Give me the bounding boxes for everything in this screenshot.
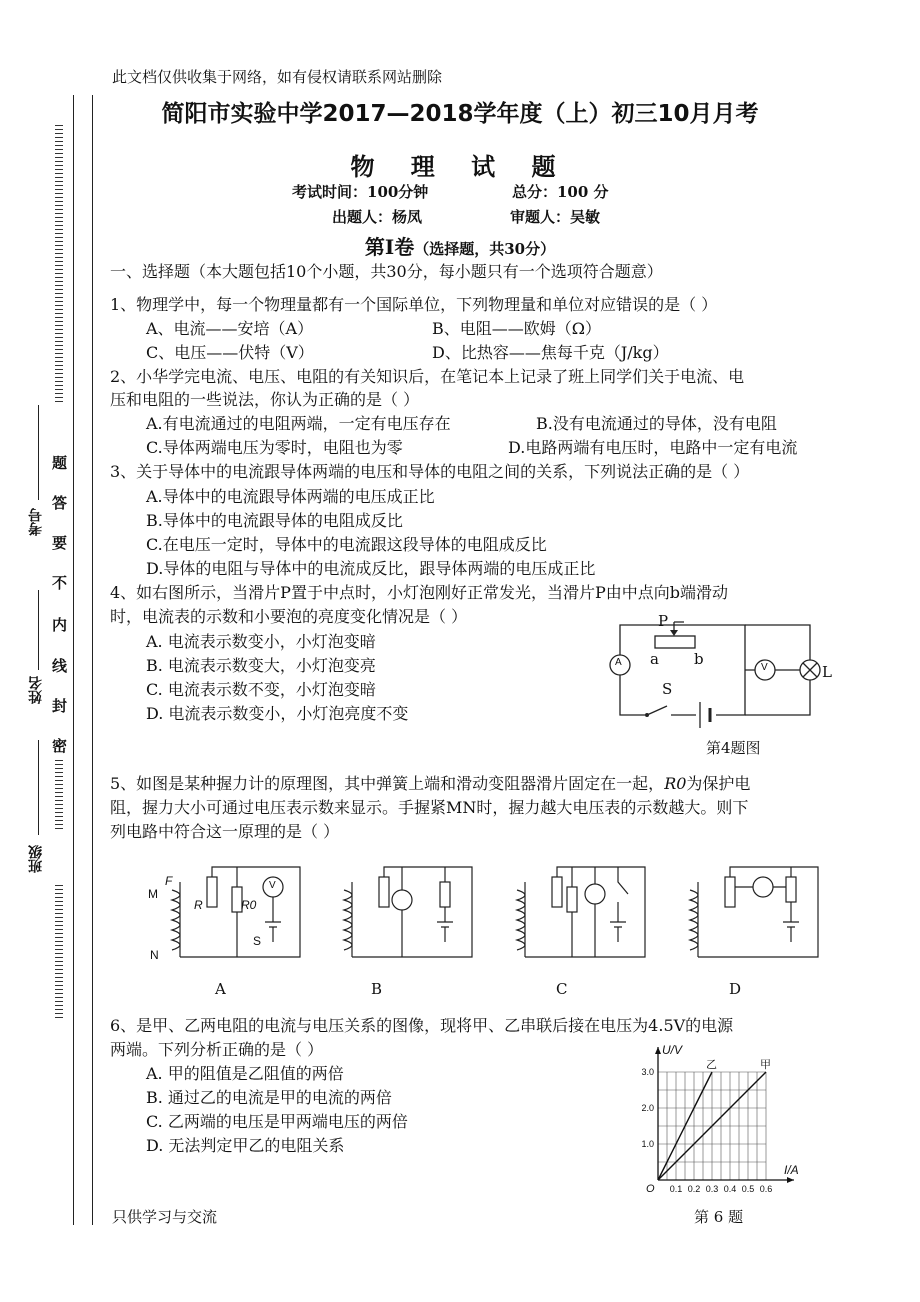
- q3-option-d: D.导体的电阻与导体中的电流成反比，跟导体两端的电压成正比: [146, 559, 596, 578]
- q6-option-d: D. 无法判定甲乙的电阻关系: [146, 1136, 345, 1155]
- q4-ammeter-label: A: [615, 657, 622, 668]
- section-heading: 第Ⅰ卷: [364, 235, 415, 259]
- q4-option-a: A. 电流表示数变小，小灯泡变暗: [146, 632, 376, 651]
- y-tick-label: 1.0: [641, 1139, 654, 1149]
- q5-label-s: S: [253, 934, 262, 948]
- q6-ui-chart: [628, 1040, 808, 1200]
- q4-figure-caption: 第4题图: [706, 739, 761, 757]
- q2-option-a: A.有电流通过的电阻两端，一定有电压存在: [146, 414, 451, 433]
- q4-option-d: D. 电流表示数变小，小灯泡亮度不变: [146, 704, 409, 723]
- q5-stem-cont: 阻，握力大小可通过电压表示数来显示。手握紧MN时，握力越大电压表的示数越大。则下: [110, 798, 749, 817]
- origin-label: O: [646, 1183, 655, 1195]
- q5-panel-label-b: B: [371, 980, 383, 998]
- q5-circuit-a: [172, 867, 300, 957]
- q5-stem: [110, 771, 750, 794]
- total-score: 总分：100 分: [512, 183, 609, 201]
- binding-char: 封: [52, 697, 68, 715]
- q4-label-l: L: [822, 663, 832, 681]
- q5-panel-label-c: C: [556, 980, 568, 998]
- q1-option-a: A、电流——安培（A）: [146, 319, 314, 338]
- setter: 出题人：杨凤: [332, 208, 423, 226]
- q5-label-n: N: [150, 948, 159, 962]
- q5-panel-label-d: D: [729, 980, 742, 998]
- q5-circuit-b: [344, 867, 472, 957]
- exam-title: 简阳市实验中学2017—2018学年度（上）初三10月月考: [161, 101, 759, 127]
- binding-dash: [55, 885, 63, 1020]
- q4-option-b: B. 电流表示数变大，小灯泡变亮: [146, 656, 376, 675]
- q4-label-b: b: [694, 650, 704, 668]
- q4-option-c: C. 电流表示数不变，小灯泡变暗: [146, 680, 376, 699]
- reviewer: 审题人：吴敏: [510, 208, 601, 226]
- q5-circuit-c: [517, 867, 645, 957]
- q4-stem: 4、如右图所示，当滑片P置于中点时，小灯泡刚好正常发光，当滑片P由中点向b端滑动: [110, 583, 728, 602]
- binding-underline: [38, 590, 40, 670]
- q6-stem-cont: 两端。下列分析正确的是（ ）: [110, 1040, 324, 1059]
- q4-label-p: P: [658, 612, 669, 630]
- binding-line-right: [92, 95, 93, 1225]
- y-axis-arrow: [655, 1047, 661, 1054]
- q2-stem: 2、小华学完电流、电压、电阻的有关知识后，在笔记本上记录了班上同学们关于电流、电: [110, 367, 745, 386]
- q1-option-c: C、电压——伏特（V）: [146, 343, 314, 362]
- q2-option-b: B.没有电流通过的导体，没有电阻: [536, 414, 777, 433]
- q5-label-r: R: [194, 898, 203, 912]
- q6-option-c: C. 乙两端的电压是甲两端电压的两倍: [146, 1112, 408, 1131]
- q3-stem: 3、关于导体中的电流跟导体两端的电压和导体的电阻之间的关系，下列说法正确的是（ ）: [110, 462, 750, 481]
- q5-label-r0: R0: [241, 898, 257, 912]
- binding-label-name: 姓名: [28, 676, 44, 704]
- binding-line-left: [73, 95, 74, 1225]
- q5-circuits-figure: [145, 862, 805, 1002]
- x-tick-label: 0.2: [687, 1184, 701, 1194]
- x-axis-arrow: [787, 1177, 794, 1183]
- x-tick-label: 0.3: [705, 1184, 719, 1194]
- q6-option-a: A. 甲的阻值是乙阻值的两倍: [146, 1064, 344, 1083]
- section-intro: 一、选择题（本大题包括10个小题，共30分，每小题只有一个选项符合题意）: [110, 262, 663, 281]
- q5-stem-part2: 为保护电: [686, 774, 751, 793]
- binding-char: 题: [52, 454, 68, 472]
- q3-option-c: C.在电压一定时，导体中的电流跟这段导体的电阻成反比: [146, 535, 547, 554]
- q4-label-s: S: [662, 680, 673, 698]
- q1-stem: 1、物理学中，每一个物理量都有一个国际单位，下列物理量和单位对应错误的是（ ）: [110, 295, 718, 314]
- q4-voltmeter-label: V: [761, 662, 768, 673]
- series-label: 乙: [706, 1059, 717, 1071]
- x-axis-label: I/A: [784, 1163, 799, 1177]
- binding-char: 内: [52, 616, 68, 634]
- q3-option-b: B.导体中的电流跟导体的电阻成反比: [146, 511, 403, 530]
- q5-panel-label-a: A: [215, 980, 226, 998]
- q2-option-c: C.导体两端电压为零时，电阻也为零: [146, 438, 403, 457]
- binding-char: 线: [52, 657, 68, 675]
- q5-label-f: F: [165, 874, 173, 888]
- binding-char: 要: [52, 534, 68, 552]
- binding-label-kaohao: 考号: [28, 508, 44, 536]
- q6-option-b: B. 通过乙的电流是甲的电流的两倍: [146, 1088, 392, 1107]
- q2-stem-cont: 压和电阻的一些说法，你认为正确的是（ ）: [110, 390, 420, 409]
- section-title: [0, 231, 920, 260]
- y-axis-label: U/V: [662, 1043, 683, 1057]
- x-tick-label: 0.1: [669, 1184, 683, 1194]
- q4-stem-cont: 时，电流表的示数和小要泡的亮度变化情况是（ ）: [110, 607, 468, 626]
- binding-char: 密: [52, 737, 68, 755]
- x-tick-label: 0.5: [741, 1184, 755, 1194]
- binding-label-class: 班级: [28, 845, 44, 873]
- y-tick-label: 2.0: [641, 1103, 654, 1113]
- x-tick-label: 0.4: [723, 1184, 737, 1194]
- y-tick-label: 3.0: [641, 1067, 654, 1077]
- q5-label-m: M: [148, 887, 158, 901]
- q5-circuit-d: [690, 867, 818, 957]
- binding-char: 答: [52, 494, 68, 512]
- x-tick-label: 0.6: [759, 1184, 773, 1194]
- q4-label-a: a: [650, 650, 659, 668]
- binding-char: 不: [52, 574, 68, 592]
- section-note: （选择题，共30分）: [414, 240, 556, 258]
- binding-underline: [38, 740, 40, 835]
- exam-time: 考试时间：100分钟: [292, 183, 429, 201]
- copyright-notice: 此文档仅供收集于网络，如有侵权请联系网站删除: [112, 68, 443, 86]
- q6-figure-caption: 第 6 题: [694, 1208, 744, 1226]
- q3-option-a: A.导体中的电流跟导体两端的电压成正比: [146, 487, 435, 506]
- q1-option-b: B、电阻——欧姆（Ω）: [432, 319, 602, 338]
- footer-note: 只供学习与交流: [112, 1208, 218, 1226]
- q5-stem-cont2: 列电路中符合这一原理的是（ ）: [110, 822, 340, 841]
- q5-label-v: V: [269, 880, 276, 891]
- q6-stem: 6、是甲、乙两电阻的电流与电压关系的图像，现将甲、乙串联后接在电压为4.5V的电源: [110, 1016, 734, 1035]
- q5-stem-part1: 5、如图是某种握力计的原理图，其中弹簧上端和滑动变阻器滑片固定在一起，: [110, 774, 665, 793]
- subject-title: 物 理 试 题: [350, 152, 570, 181]
- q4-circuit-figure: [600, 610, 830, 730]
- binding-underline: [38, 405, 40, 500]
- q1-option-d: D、比热容——焦每千克（J/kg）: [432, 343, 669, 362]
- series-label: 甲: [760, 1059, 771, 1071]
- q2-option-d: D.电路两端有电压时，电路中一定有电流: [508, 438, 798, 457]
- q5-r0-symbol: R0: [664, 774, 687, 793]
- binding-dash: [55, 760, 63, 830]
